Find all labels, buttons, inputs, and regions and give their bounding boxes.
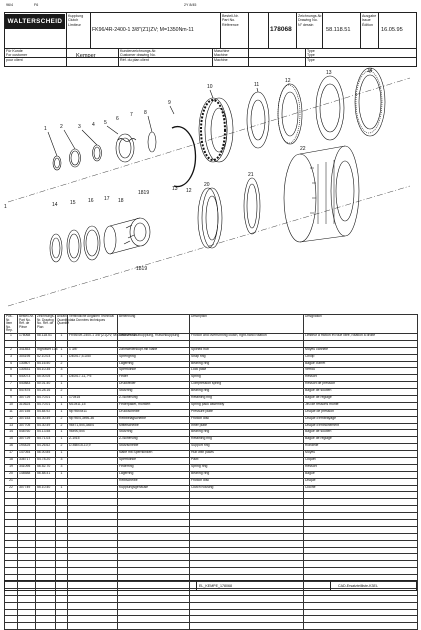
table-cell: Inner plate bbox=[190, 423, 304, 430]
table-cell: Sperrklinke bbox=[118, 368, 190, 375]
table-cell: Kupplungsgehäuse bbox=[118, 485, 190, 492]
table-cell: Disque d'embrayage bbox=[304, 416, 418, 423]
table-cell bbox=[68, 485, 118, 492]
table-cell: Zahnwellenkupf.mit Nabe bbox=[118, 347, 190, 354]
svg-text:21: 21 bbox=[248, 172, 254, 178]
customer-name: Kemper bbox=[76, 53, 96, 59]
table-cell: Snap ring bbox=[190, 354, 304, 361]
table-cell: 1 bbox=[56, 347, 68, 354]
svg-text:12: 12 bbox=[285, 78, 291, 84]
table-cell: 54.70.01 bbox=[36, 395, 56, 402]
table-cell: 13 bbox=[5, 423, 18, 430]
table-cell: Friction disc bbox=[190, 478, 304, 485]
table-cell: 194425 bbox=[18, 444, 36, 451]
table-cell: 1 bbox=[56, 402, 68, 409]
table-cell: Reib-/Freilaufkupplung, Rutschkupplung bbox=[118, 333, 190, 340]
table-cell: 3 bbox=[56, 368, 68, 375]
table-cell: 341853 bbox=[18, 347, 36, 354]
table-cell: 2 bbox=[56, 444, 68, 451]
table-cell: Limiteur à friction et roue libre, rotation à droite bbox=[304, 333, 418, 340]
table-cell: 2 bbox=[5, 347, 18, 354]
table-cell: 12 bbox=[5, 416, 18, 423]
footer-center-code: EL_KEMPE_178068 bbox=[199, 584, 232, 588]
table-row-empty bbox=[5, 492, 418, 499]
table-row-empty bbox=[5, 533, 418, 540]
table-cell: D40x17-11,7*5 bbox=[68, 375, 118, 382]
table-cell: 3 bbox=[56, 375, 68, 382]
row1-labels: Kupplung Clutch Limiteur bbox=[68, 14, 84, 27]
table-cell: Lock pawl bbox=[190, 368, 304, 375]
table-cell bbox=[68, 451, 118, 458]
part-no-labels: Bestell-Nr. Part No. Référence bbox=[222, 14, 239, 27]
table-cell: 16 bbox=[5, 444, 18, 451]
hub-with-pawls bbox=[104, 218, 150, 254]
table-cell bbox=[68, 464, 118, 471]
table-cell: 56.00.85 bbox=[36, 451, 56, 458]
table-cell: Rondelle bbox=[304, 444, 418, 451]
table-cell: Bearing ring bbox=[190, 361, 304, 368]
table-row-empty bbox=[5, 561, 418, 568]
table-cell: 336717 bbox=[18, 458, 36, 465]
table-cell: Pressure plate bbox=[190, 409, 304, 416]
top-left-code: 96/4 bbox=[6, 3, 13, 7]
table-cell: Lagerring bbox=[118, 471, 190, 478]
drawing-no: 58.118.51 bbox=[326, 27, 351, 33]
table-cell: 1 bbox=[56, 485, 68, 492]
table-cell: Retaining ring bbox=[190, 437, 304, 444]
table-cell: Clutch housing bbox=[190, 485, 304, 492]
svg-text:7: 7 bbox=[130, 112, 133, 118]
table-cell: Bague bbox=[304, 471, 418, 478]
svg-text:2: 2 bbox=[60, 124, 63, 130]
table-cell: Spring pack assembly bbox=[190, 402, 304, 409]
table-cell: Nabe mit Sperrklinken bbox=[118, 451, 190, 458]
svg-text:18: 18 bbox=[118, 198, 124, 204]
table-row bbox=[5, 437, 418, 444]
table-cell: Support ring bbox=[190, 444, 304, 451]
table-cell: Jeu de ressorts monté bbox=[304, 402, 418, 409]
table-cell: 6 bbox=[5, 375, 18, 382]
table-cell: 1 bbox=[56, 430, 68, 437]
svg-text:11: 11 bbox=[254, 82, 260, 88]
table-cell: 547875 bbox=[18, 389, 36, 396]
table-cell: 54.16.50 bbox=[36, 361, 56, 368]
table-cell: 540073 bbox=[18, 375, 36, 382]
table-row bbox=[5, 333, 418, 340]
col-part-no: Bestell-Nr. Part No. Réf. de Pièce bbox=[18, 315, 36, 334]
table-cell: 11 bbox=[5, 409, 18, 416]
table-cell: 8 bbox=[5, 389, 18, 396]
table-cell: Verrou bbox=[304, 368, 418, 375]
issue-labels: Ausgabe Issue Édition bbox=[362, 14, 377, 27]
table-cell: 18 bbox=[5, 458, 18, 465]
table-cell: 130807 bbox=[18, 361, 36, 368]
table-cell bbox=[68, 458, 118, 465]
table-cell: 56.52.70 bbox=[36, 464, 56, 471]
table-cell: 2 bbox=[56, 416, 68, 423]
table-row-empty bbox=[5, 540, 418, 547]
table-cell: 307729 bbox=[18, 437, 36, 444]
table-cell: Friction disc bbox=[190, 416, 304, 423]
table-cell: FK96/4R-2400-1 3/8"(Z1)ZV; M=1350Nm-11 bbox=[68, 333, 118, 340]
spring-pack bbox=[199, 98, 233, 162]
table-cell: 52.10.03 bbox=[36, 354, 56, 361]
table-cell: Bearing ring bbox=[190, 430, 304, 437]
table-cell bbox=[68, 478, 118, 485]
table-cell: Federpaket, montiert bbox=[118, 402, 190, 409]
table-cell: Hub with pawls bbox=[190, 451, 304, 458]
top-left-code-2: F6 bbox=[34, 3, 39, 7]
table-row-empty bbox=[5, 609, 418, 616]
table-row bbox=[5, 464, 418, 471]
part-no: 178068 bbox=[270, 26, 292, 33]
col-quantity: Anzahl Quantity Quantité bbox=[56, 315, 68, 334]
svg-text:16: 16 bbox=[88, 198, 94, 204]
table-cell bbox=[68, 361, 118, 368]
table-cell: Moyeu cannelé bbox=[304, 347, 418, 354]
svg-text:15: 15 bbox=[70, 200, 76, 206]
col-technical-data: Verbindliche Angaben Technical data Données techniques bbox=[68, 315, 118, 334]
table-cell: 304195 bbox=[18, 354, 36, 361]
svg-text:1819: 1819 bbox=[138, 190, 150, 196]
table-row-empty bbox=[5, 520, 418, 527]
table-cell: 22 bbox=[5, 485, 18, 492]
table-row bbox=[5, 485, 418, 492]
table-row-empty bbox=[5, 554, 418, 561]
table-cell: 2 bbox=[56, 423, 68, 430]
table-cell: 54.71.03 bbox=[36, 437, 56, 444]
table-cell: 1 bbox=[56, 354, 68, 361]
table-row bbox=[5, 471, 418, 478]
top-center-code: 2Y 8/45 bbox=[184, 3, 197, 7]
table-cell: Reibscheibe bbox=[118, 478, 190, 485]
table-cell: Np 96/4,3x96-36 bbox=[68, 416, 118, 423]
table-cell: 54.13.58 bbox=[36, 430, 56, 437]
table-cell: 1 bbox=[56, 409, 68, 416]
svg-text:4: 4 bbox=[92, 122, 95, 128]
table-cell: Sperrklinke bbox=[118, 458, 190, 465]
table-row-empty bbox=[5, 602, 418, 609]
table-row-empty bbox=[5, 623, 418, 630]
table-cell: 1 bbox=[56, 451, 68, 458]
table-cell: Z-1x15 bbox=[68, 437, 118, 444]
table-cell: 54.10.35 bbox=[36, 368, 56, 375]
table-row bbox=[5, 451, 418, 458]
drawing-no-labels: Zeichnungs-Nr. Drawing No. N° dessin bbox=[298, 14, 323, 27]
table-cell: Lagerring bbox=[118, 361, 190, 368]
table-cell: M10x11,15 bbox=[68, 402, 118, 409]
table-cell: 2 bbox=[56, 361, 68, 368]
svg-text:1: 1 bbox=[4, 204, 7, 210]
table-cell: Stützring bbox=[118, 430, 190, 437]
svg-text:14: 14 bbox=[52, 202, 58, 208]
table-row bbox=[5, 340, 418, 347]
col-description: Description bbox=[190, 315, 304, 334]
table-cell: Feder bbox=[118, 375, 190, 382]
table-cell: Sprengring bbox=[118, 354, 190, 361]
table-cell: 3 bbox=[5, 354, 18, 361]
customer-labels: Für Kunde For customer pour client bbox=[6, 49, 28, 62]
table-row-empty bbox=[5, 513, 418, 520]
table-row bbox=[5, 416, 418, 423]
svg-text:8: 8 bbox=[144, 110, 147, 116]
svg-text:1: 1 bbox=[44, 126, 47, 132]
table-cell: Stützscheibe bbox=[118, 444, 190, 451]
table-cell: Disque de pression bbox=[304, 409, 418, 416]
issue-date: 16.05.95 bbox=[381, 27, 403, 33]
table-row bbox=[5, 347, 418, 354]
col-benennung: Benennung bbox=[118, 315, 190, 334]
table-cell: 54.30.49 bbox=[36, 416, 56, 423]
table-cell: 1 bbox=[56, 395, 68, 402]
table-cell: Bague de soutien bbox=[304, 430, 418, 437]
table-cell: 58.118.51 bbox=[36, 333, 56, 340]
table-cell: 5 bbox=[5, 368, 18, 375]
footer-right-code: CAD-Ersatzteilliste-K3EL bbox=[338, 584, 378, 588]
table-cell: Druckscheibe bbox=[118, 409, 190, 416]
table-cell: Spring bbox=[190, 375, 304, 382]
table-cell: 178068 bbox=[18, 333, 36, 340]
svg-text:17: 17 bbox=[104, 196, 110, 202]
table-cell: 10 bbox=[5, 402, 18, 409]
table-cell: Disque bbox=[304, 478, 418, 485]
table-cell: 548760 bbox=[18, 430, 36, 437]
table-cell: 96x71,5x4,3x8/4 bbox=[68, 423, 118, 430]
table-cell: Spring ring bbox=[190, 464, 304, 471]
table-cell: Ressort bbox=[304, 464, 418, 471]
exploded-view-drawing bbox=[0, 68, 421, 312]
table-cell: Disque d'entraînement bbox=[304, 423, 418, 430]
table-cell: Friction and overrunning clutch, right-hand rotation bbox=[190, 333, 304, 340]
table-cell bbox=[68, 471, 118, 478]
table-row bbox=[5, 361, 418, 368]
table-cell: 3 bbox=[56, 458, 68, 465]
table-cell: Z-Sicherung bbox=[118, 437, 190, 444]
table-cell: Bague de réglage bbox=[304, 437, 418, 444]
table-cell bbox=[68, 382, 118, 389]
table-cell: 7 bbox=[5, 382, 18, 389]
table-cell: 50.01.40 bbox=[36, 382, 56, 389]
company-logo: WALTERSCHEID bbox=[5, 14, 65, 29]
table-cell: 20 bbox=[5, 471, 18, 478]
table-row-empty bbox=[5, 616, 418, 623]
svg-text:3: 3 bbox=[78, 124, 81, 130]
table-cell: 540883 bbox=[18, 382, 36, 389]
table-row bbox=[5, 409, 418, 416]
svg-text:9: 9 bbox=[168, 100, 171, 106]
table-cell: 19 bbox=[5, 464, 18, 471]
table-row bbox=[5, 382, 418, 389]
table-cell: 307153 bbox=[18, 416, 36, 423]
table-cell: Mittelscheibe bbox=[118, 423, 190, 430]
svg-text:13: 13 bbox=[172, 186, 178, 192]
table-cell: 307155 bbox=[18, 409, 36, 416]
table-cell: Cliquet bbox=[304, 458, 418, 465]
svg-text:20: 20 bbox=[204, 182, 210, 188]
table-cell: Z-Sicherung bbox=[118, 395, 190, 402]
table-row-empty bbox=[5, 526, 418, 533]
table-cell: Bearing ring bbox=[190, 389, 304, 396]
table-cell: Ingrosset 138 bbox=[36, 347, 56, 354]
clutch-housing bbox=[284, 146, 359, 242]
table-cell: 54.28.16 bbox=[36, 389, 56, 396]
svg-text:14: 14 bbox=[367, 68, 373, 74]
table-cell: 96x90,5x4 bbox=[68, 430, 118, 437]
svg-text:5: 5 bbox=[104, 120, 107, 126]
table-cell: D40x17,5-D50 bbox=[68, 354, 118, 361]
table-cell: Bague de réglage bbox=[304, 395, 418, 402]
svg-text:1819: 1819 bbox=[136, 266, 148, 272]
table-cell: Compression spring bbox=[190, 382, 304, 389]
svg-text:10: 10 bbox=[207, 84, 213, 90]
table-cell: Federring bbox=[118, 464, 190, 471]
table-cell: 21 bbox=[5, 478, 18, 485]
table-cell: 15 bbox=[5, 437, 18, 444]
table-cell: 1 bbox=[56, 382, 68, 389]
table-cell: 307705 bbox=[18, 423, 36, 430]
table-row bbox=[5, 458, 418, 465]
table-cell: Stützring bbox=[118, 389, 190, 396]
table-row-empty bbox=[5, 568, 418, 575]
table-cell: 56.88.41 bbox=[36, 471, 56, 478]
product-title: FK96/4R-2400-1 3/8"(Z1)ZV; M=1350Nm-11 bbox=[92, 27, 194, 33]
table-cell: 54.70.01 bbox=[36, 402, 56, 409]
table-row-empty bbox=[5, 506, 418, 513]
table-cell: Bearing ring bbox=[190, 471, 304, 478]
table-cell: 54.30.49 bbox=[36, 423, 56, 430]
table-cell: Ressort de pression bbox=[304, 382, 418, 389]
table-cell: 14 bbox=[5, 430, 18, 437]
table-cell: Splined hub bbox=[190, 347, 304, 354]
table-cell: 54.26.62 bbox=[36, 444, 56, 451]
table-cell: 148588 bbox=[18, 471, 36, 478]
table-cell: Druckfeder bbox=[118, 382, 190, 389]
table-cell: Circlip bbox=[304, 354, 418, 361]
table-cell: Cloche bbox=[304, 485, 418, 492]
table-cell: 1 bbox=[5, 333, 18, 340]
table-cell: 1 bbox=[56, 333, 68, 340]
table-cell: 17 bbox=[5, 451, 18, 458]
table-cell: 54.84.92 bbox=[36, 409, 56, 416]
table-cell: 310624 bbox=[18, 402, 36, 409]
table-cell: 55.00.05 bbox=[36, 375, 56, 382]
table-row bbox=[5, 423, 418, 430]
svg-text:13: 13 bbox=[326, 70, 332, 76]
col-drawing-no: Zeichnungs-Nr. Drawing No. Réf. de Plan bbox=[36, 315, 56, 334]
table-cell: Retaining ring bbox=[190, 395, 304, 402]
svg-text:22: 22 bbox=[300, 146, 306, 152]
table-cell: 1 bbox=[56, 471, 68, 478]
table-cell: 147054 bbox=[18, 451, 36, 458]
table-cell: Np 96x4x11 bbox=[68, 409, 118, 416]
table-row-empty bbox=[5, 547, 418, 554]
table-cell: Ressort bbox=[304, 375, 418, 382]
table-cell: 2 bbox=[56, 389, 68, 396]
table-cell: 307729 bbox=[18, 395, 36, 402]
table-row-empty bbox=[5, 499, 418, 506]
table-cell: 55.10.40 bbox=[36, 485, 56, 492]
table-cell: 130531 bbox=[18, 368, 36, 375]
table-cell: Pawl bbox=[190, 458, 304, 465]
col-item: Pos.-Nr. Item No. Rep. bbox=[5, 315, 18, 334]
table-cell: D-M8x15-10,9 bbox=[68, 444, 118, 451]
table-cell: 341095 bbox=[18, 464, 36, 471]
table-cell: 9 bbox=[5, 395, 18, 402]
table-cell: 1 3/8" bbox=[68, 347, 118, 354]
type-labels: Type Type Type bbox=[307, 49, 315, 62]
table-cell: 3 bbox=[56, 464, 68, 471]
table-header-row bbox=[5, 315, 418, 334]
table-row-empty bbox=[5, 595, 418, 602]
customer-drawing-labels: Kundenzeichnungs-Nr. Customer drawing No. Réf. du plan client bbox=[120, 49, 157, 62]
table-cell: 4 bbox=[5, 361, 18, 368]
table-cell: Moyeu bbox=[304, 451, 418, 458]
table-row bbox=[5, 354, 418, 361]
table-cell: 307749 bbox=[18, 485, 36, 492]
table-cell: Bague d'arrêt bbox=[304, 361, 418, 368]
machine-labels: Maschine Machine Machine bbox=[214, 49, 230, 62]
table-cell: 170x15 bbox=[68, 395, 118, 402]
table-cell: Reibbelagscheibe bbox=[118, 416, 190, 423]
table-cell: 1 bbox=[56, 437, 68, 444]
table-row bbox=[5, 368, 418, 375]
svg-text:6: 6 bbox=[116, 116, 119, 122]
table-cell: 54.78.20 bbox=[36, 458, 56, 465]
table-cell: Bague de soutien bbox=[304, 389, 418, 396]
svg-text:12: 12 bbox=[186, 188, 192, 194]
col-designation: Désignation bbox=[304, 315, 418, 334]
